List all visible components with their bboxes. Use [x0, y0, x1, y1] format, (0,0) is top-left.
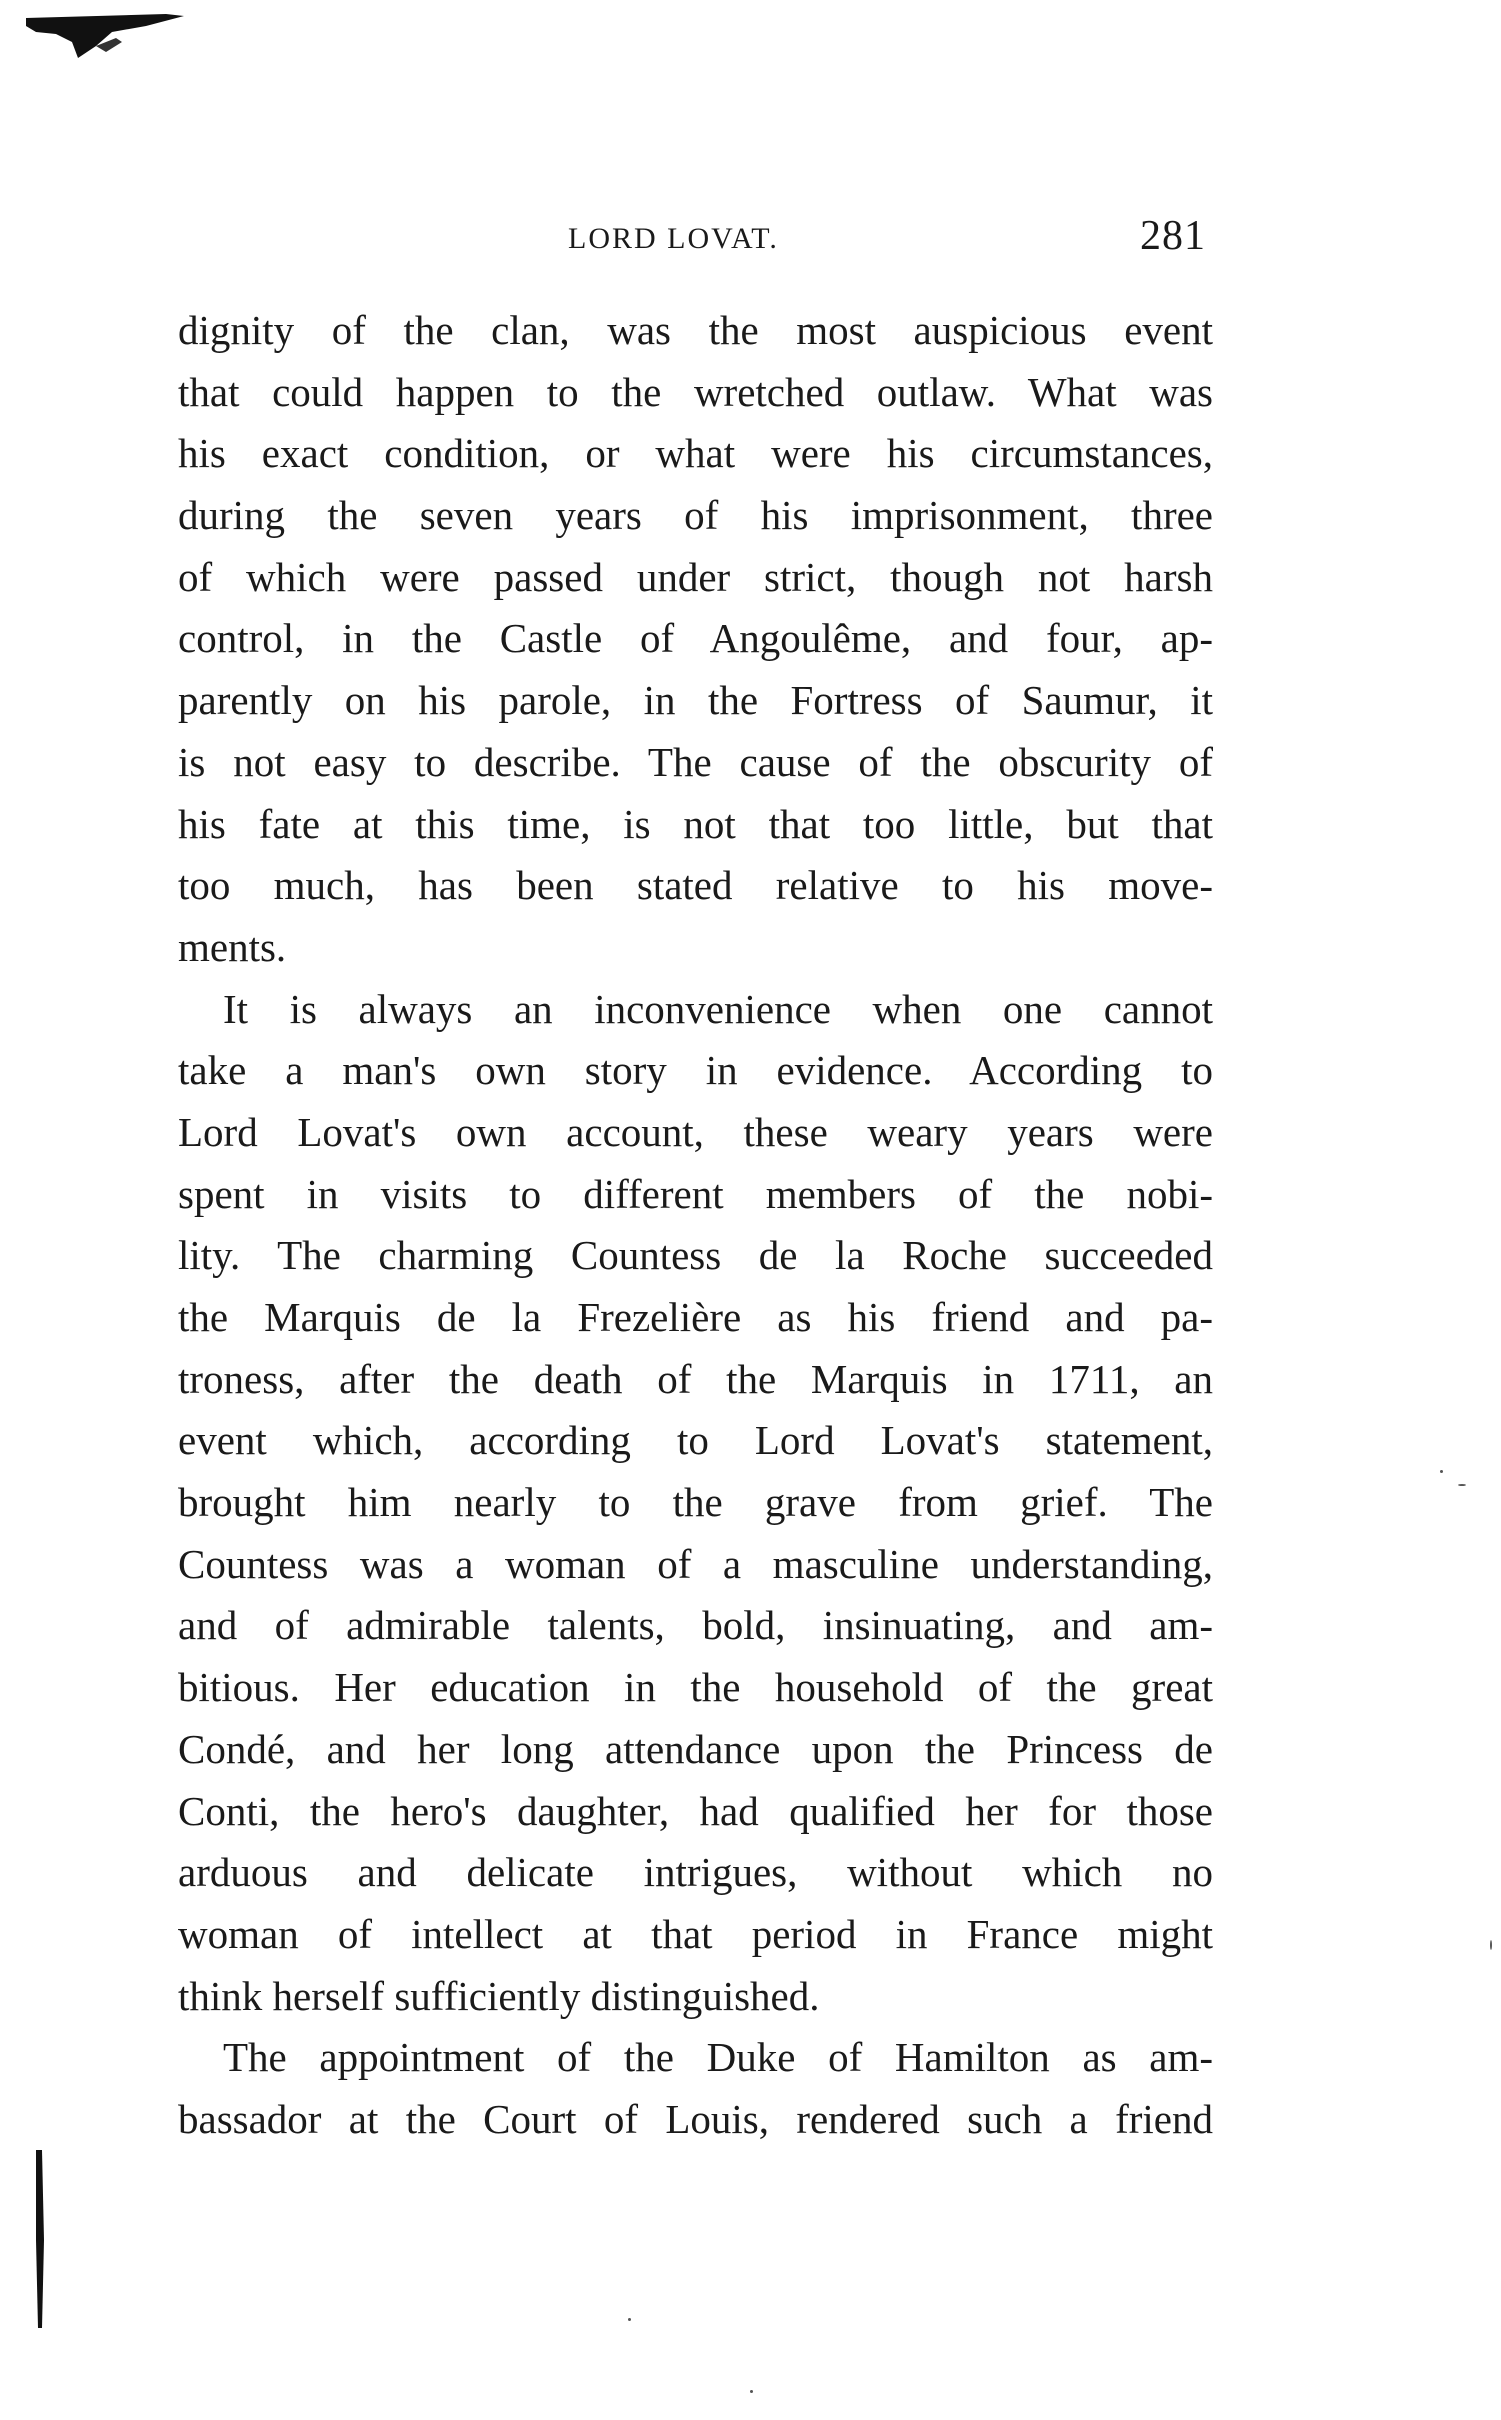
text-line: of which were passed under strict, though not harsh — [178, 553, 1213, 600]
text-line: Countess was a woman of a masculine understanding, — [178, 1540, 1213, 1587]
text-line: woman of intellect at that period in France might — [178, 1910, 1213, 1957]
text-line: event which, according to Lord Lovat's statement, — [178, 1417, 1213, 1464]
text-line: Condé, and her long attendance upon the Princess de — [178, 1725, 1213, 1772]
text-line: the Marquis de la Frezelière as his friend and pa- — [178, 1294, 1213, 1340]
text-line: during the seven years of his imprisonment, three — [178, 492, 1213, 539]
running-head: LORD LOVAT. — [568, 222, 779, 255]
text-line: Conti, the hero's daughter, had qualified her for those — [178, 1787, 1213, 1834]
text-line: It is always an inconvenience when one cannot — [223, 985, 1213, 1032]
paper-speck — [750, 2390, 753, 2393]
text-line: lity. The charming Countess de la Roche succeeded — [178, 1232, 1213, 1279]
text-line: is not easy to describe. The cause of the obscurity of — [178, 738, 1213, 785]
page-number: 281 — [1140, 213, 1206, 259]
text-line: control, in the Castle of Angoulême, and four, ap- — [178, 615, 1213, 662]
text-line: The appointment of the Duke of Hamilton as am- — [223, 2034, 1213, 2081]
text-line: troness, after the death of the Marquis in 1711, an — [178, 1355, 1213, 1402]
text-line: that could happen to the wretched outlaw. What was — [178, 368, 1213, 415]
text-line: bassador at the Court of Louis, rendered such a friend — [178, 2095, 1213, 2142]
text-line: spent in visits to different members of the nobi- — [178, 1170, 1213, 1217]
paper-speck — [628, 2318, 631, 2321]
text-line: think herself sufficiently distinguished. — [178, 1972, 820, 2019]
text-line: his fate at this time, is not that too little, but that — [178, 800, 1213, 847]
text-line: bitious. Her education in the household of the great — [178, 1664, 1213, 1711]
paper-speck — [1458, 1484, 1466, 1486]
body-text — [178, 300, 1213, 2151]
text-line: ments. — [178, 923, 287, 970]
text-line: dignity of the clan, was the most auspicious event — [178, 307, 1213, 353]
text-line: brought him nearly to the grave from grief. The — [178, 1479, 1213, 1526]
text-line: parently on his parole, in the Fortress of Saumur, it — [178, 677, 1213, 724]
text-line: and of admirable talents, bold, insinuating, and am- — [178, 1602, 1213, 1649]
margin-line-mark — [28, 2150, 52, 2330]
text-line: his exact condition, or what were his circumstances, — [178, 430, 1213, 477]
ink-smudge-mark — [26, 12, 186, 72]
paper-speck — [1490, 1940, 1492, 1950]
text-line: arduous and delicate intrigues, without which no — [178, 1849, 1213, 1896]
text-line: take a man's own story in evidence. According to — [178, 1047, 1213, 1094]
text-line: too much, has been stated relative to his move- — [178, 862, 1213, 909]
paper-speck — [1440, 1470, 1443, 1473]
text-line: Lord Lovat's own account, these weary years were — [178, 1108, 1213, 1155]
